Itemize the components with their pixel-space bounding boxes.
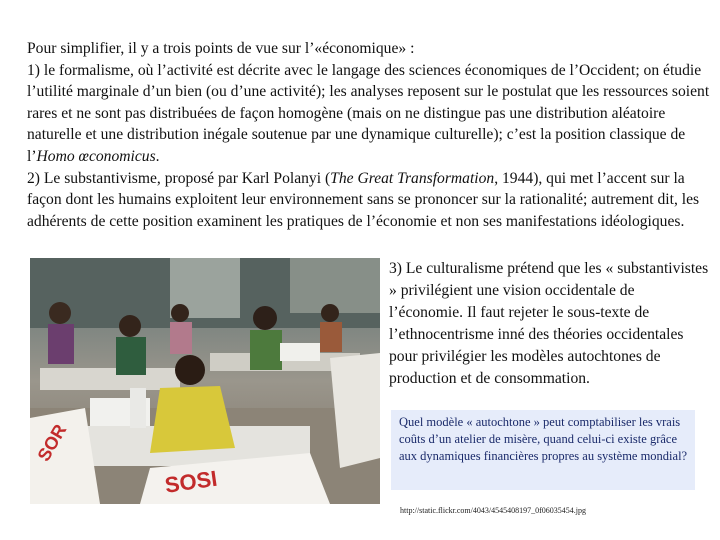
worker-body [170, 322, 192, 354]
worker-body [250, 330, 282, 370]
substantivism-paragraph [27, 168, 713, 233]
question-callout-text: Quel modèle « autochtone » peut comptabiliser les vrais coûts d’un atelier de misère, quand celui-ci existe grâce aux dynamiques financières propres au système mondial? [399, 415, 688, 463]
sweatshop-photo-illustration [30, 258, 380, 504]
sewing-machine-arm [130, 388, 146, 428]
formalism-paragraph [27, 60, 713, 168]
worker-head [321, 304, 339, 322]
worker-body [116, 337, 146, 375]
worker-head [253, 306, 277, 330]
intro-title-line: Pour simplifier, il y a trois points de vue sur l’«économique» : [27, 40, 415, 57]
substantivism-text-a: 2) Le substantivisme, proposé par Karl Polanyi ( [27, 169, 331, 187]
sewing-machine [280, 343, 320, 361]
worker-head [171, 304, 189, 322]
formalism-text: 1) le formalisme, où l’activité est décrite avec le langage des sciences économiques de l’Occident; on étudie l’utilité marginale d’un bien (ou d’une activité); les analyses reposent sur le postulat que les ressources soient rares et ne sont pas distribuées de façon homogène (mais on ne distingue pas une distribution aléatoire naturelle et une distribution inégale soutenue par une dynamique culturelle); c’est la position classique de l’ [27, 61, 710, 165]
image-source-url: http://static.flickr.com/4043/4545408197_0f06035454.jpg [400, 506, 586, 515]
homo-oeconomicus-term: Homo œconomicus [36, 147, 156, 165]
bag-print-text-bottom: SOSI [163, 465, 219, 498]
worker-body [320, 322, 342, 352]
substantivism-text-b: , 1944), qui met l’accent sur la façon dont les humains exploitent leur environnement sans se prononcer sur la rationalité; autrement dit, les adhérents de cette position examinent les pratiques de l’économie et non ses manifestations idéologiques. [27, 169, 700, 230]
bag-print-text-left: SOR [33, 420, 71, 465]
sweatshop-photo [30, 258, 380, 504]
culturalism-paragraph: 3) Le culturalisme prétend que les « substantivistes » privilégient une vision occidentale de l’économie. Il faut rejeter le sous-texte de l’ethnocentrisme inné des théories occidentales pour privilégier les modèles autochtones de production et de consommation. [389, 260, 709, 387]
question-callout-box [391, 410, 695, 490]
foreground-worker-head [175, 355, 205, 385]
window-light-right [290, 258, 380, 313]
worker-body [48, 324, 74, 364]
work-table-left [40, 368, 180, 390]
worker-head [119, 315, 141, 337]
intro-text-block [27, 38, 713, 232]
book-title: The Great Transformation [330, 169, 495, 187]
foreground-worker-yellow-top [150, 386, 235, 453]
worker-head [49, 302, 71, 324]
formalism-end: . [155, 147, 160, 165]
